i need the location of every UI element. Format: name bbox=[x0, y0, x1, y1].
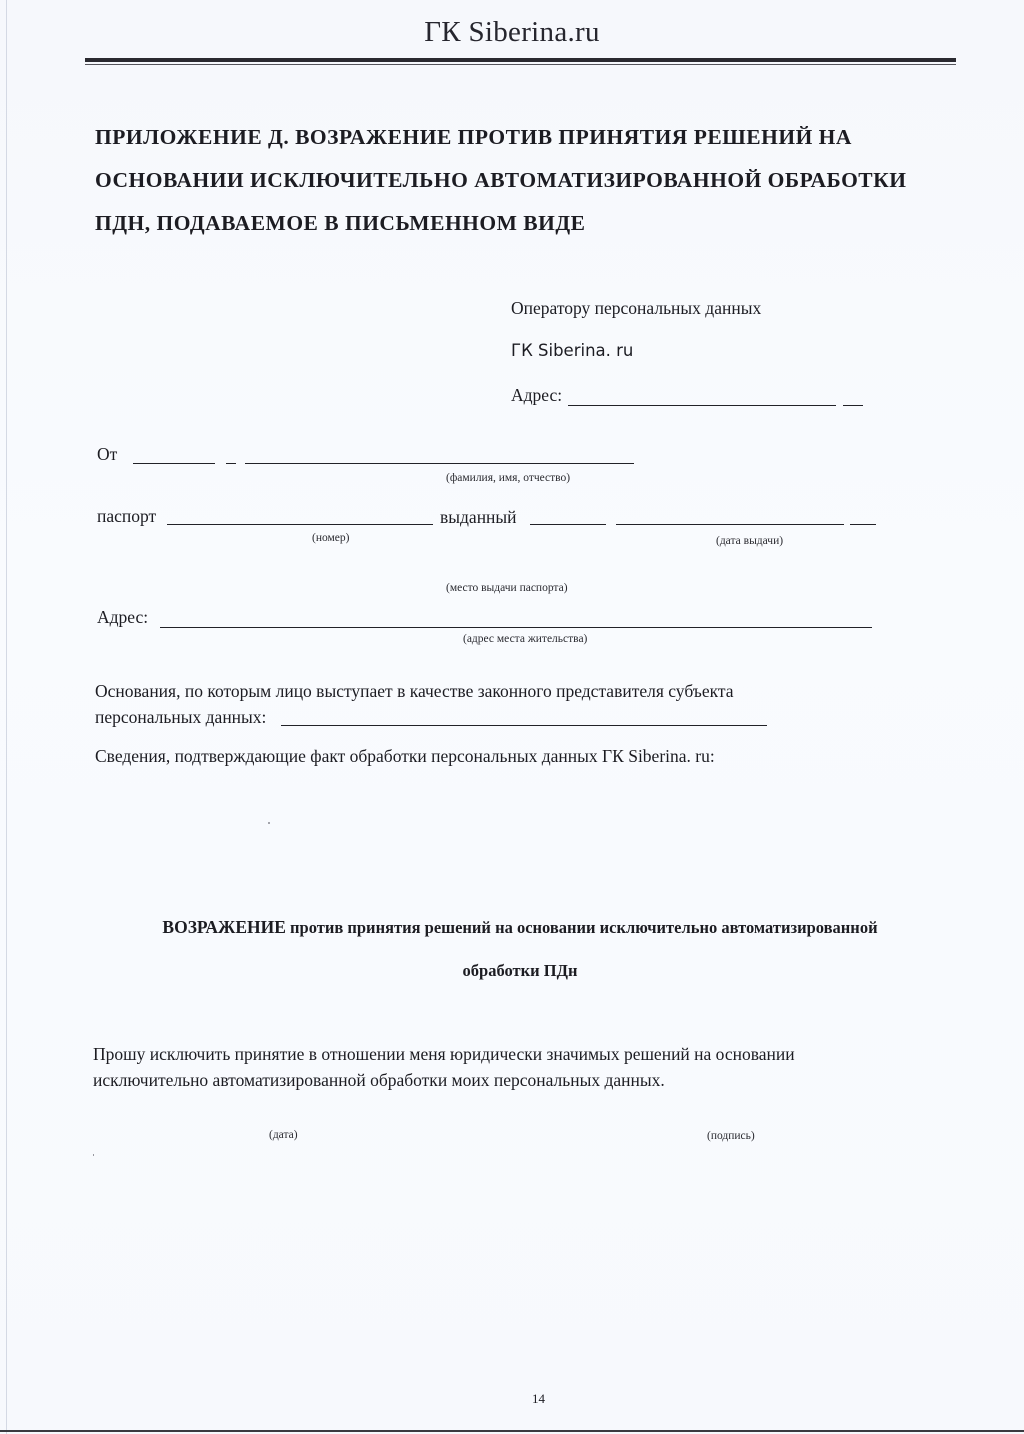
addressee-address-label: Адрес: bbox=[511, 385, 563, 405]
signature-caption: (подпись) bbox=[707, 1130, 755, 1142]
passport-label: паспорт bbox=[97, 506, 157, 526]
objection-heading-rest: против принятия решений на основании исключительно автоматизированной bbox=[285, 918, 878, 937]
date-caption: (дата) bbox=[269, 1129, 298, 1141]
from-field-dash bbox=[226, 463, 236, 464]
objection-heading bbox=[95, 917, 945, 938]
grounds-text: Основания, по которым лицо выступает в качестве законного представителя субъекта bbox=[95, 681, 734, 701]
scan-speck bbox=[268, 822, 270, 824]
issue-place-caption: (место выдачи паспорта) bbox=[446, 582, 568, 594]
grounds-field[interactable] bbox=[281, 725, 767, 726]
evidence-text: Сведения, подтверждающие факт обработки персональных данных ГК Siberina. ru: bbox=[95, 746, 715, 766]
appendix-title-line: ОСНОВАНИИ ИСКЛЮЧИТЕЛЬНО АВТОМАТИЗИРОВАННОЙ ОБРАБОТКИ bbox=[95, 168, 907, 192]
scan-edge bbox=[6, 0, 7, 1434]
addressee-address-field[interactable] bbox=[568, 405, 836, 406]
passport-number-caption: (номер) bbox=[312, 532, 350, 544]
residence-address-field[interactable] bbox=[160, 627, 872, 628]
grounds-text-line2: персональных данных: bbox=[95, 707, 267, 727]
addressee-company: ГК Siberina. ru bbox=[511, 341, 634, 360]
page-number: 14 bbox=[532, 1391, 545, 1406]
scan-bottom-edge bbox=[0, 1430, 1024, 1432]
scan-speck bbox=[93, 1154, 94, 1156]
residence-address-label: Адрес: bbox=[97, 607, 149, 627]
addressee-operator: Оператору персональных данных bbox=[511, 298, 762, 318]
issue-date-field-tail[interactable] bbox=[850, 524, 876, 525]
objection-heading-line2: обработки ПДн bbox=[462, 961, 578, 980]
appendix-title-line: ПРИЛОЖЕНИЕ Д. ВОЗРАЖЕНИЕ ПРОТИВ ПРИНЯТИЯ РЕШЕНИЙ НА bbox=[95, 125, 852, 149]
full-name-caption: (фамилия, имя, отчество) bbox=[446, 472, 571, 484]
header-rule-thin bbox=[85, 64, 956, 65]
appendix-title-line: ПДН, ПОДАВАЕМОЕ В ПИСЬМЕННОМ ВИДЕ bbox=[95, 211, 586, 235]
issued-by-field[interactable] bbox=[530, 524, 606, 525]
issued-label: выданный bbox=[440, 507, 517, 527]
addressee-address-field-tail[interactable] bbox=[843, 405, 863, 406]
request-text-line2: исключительно автоматизированной обработки моих персональных данных. bbox=[93, 1070, 665, 1090]
issue-date-caption: (дата выдачи) bbox=[716, 535, 784, 547]
objection-heading-bold: ВОЗРАЖЕНИЕ bbox=[162, 917, 286, 937]
appendix-title bbox=[95, 116, 955, 245]
header-title: ГК Siberina.ru bbox=[424, 16, 600, 48]
full-name-field[interactable] bbox=[245, 463, 634, 464]
from-label: От bbox=[97, 444, 118, 464]
header-rule bbox=[85, 58, 956, 62]
issue-date-field[interactable] bbox=[616, 524, 844, 525]
from-field-part[interactable] bbox=[133, 463, 215, 464]
residence-address-caption: (адрес места жительства) bbox=[463, 633, 588, 645]
passport-number-field[interactable] bbox=[167, 524, 433, 525]
request-text: Прошу исключить принятие в отношении меня юридически значимых решений на основании bbox=[93, 1044, 795, 1064]
